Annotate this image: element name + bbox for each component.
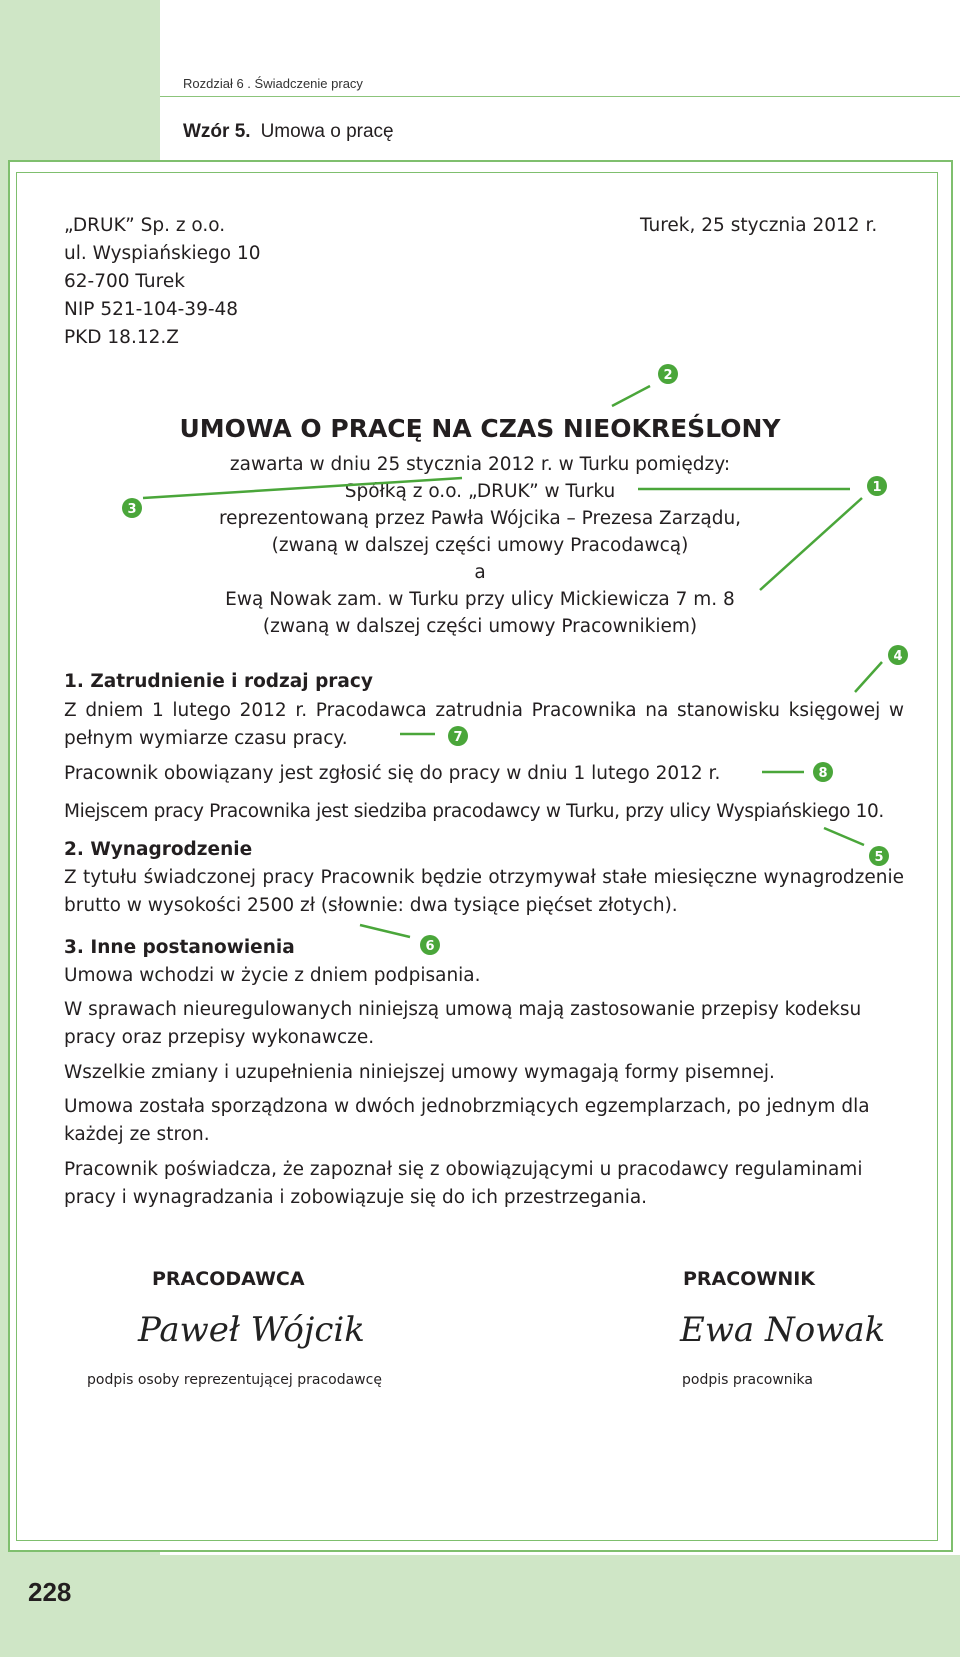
marker-8-label: 8 <box>818 766 828 781</box>
contract-intro-line: Spółką z o.o. „DRUK” w Turku <box>344 481 616 502</box>
annotation-markers <box>122 364 908 955</box>
sender-pkd: PKD 18.12.Z <box>64 327 179 348</box>
sender-nip: NIP 521-104-39-48 <box>64 299 239 320</box>
contract-title: UMOWA O PRACĘ NA CZAS NIEOKREŚLONY <box>179 414 781 443</box>
section-paragraph: Umowa wchodzi w życie z dniem podpisania. <box>64 965 481 986</box>
contract-intro-line: (zwaną w dalszej części umowy Pracodawcą) <box>271 535 689 556</box>
employer-caption: podpis osoby reprezentującej pracodawcę <box>87 1372 382 1388</box>
section-heading: 1. Zatrudnienie i rodzaj pracy <box>64 671 373 692</box>
pointer-line-4 <box>855 662 882 692</box>
page-number: 228 <box>28 1577 72 1607</box>
marker-1-label: 1 <box>872 480 882 495</box>
section-heading: 2. Wynagrodzenie <box>64 839 253 860</box>
pointer-line-5 <box>824 828 864 845</box>
section-paragraph: Pracownik poświadcza, że zapoznał się z obowiązującymi u pracodawcy regulaminami pracy i wynagradzania i zobowiązuje się do ich przestrzegania. <box>64 1159 863 1208</box>
contract-intro-line: reprezentowaną przez Pawła Wójcika – Prezesa Zarządu, <box>218 508 742 529</box>
section-paragraph: W sprawach nieuregulowanych niniejszą umową mają zastosowanie przepisy kodeksu pracy oraz przepisy wykonawcze. <box>64 999 862 1048</box>
sender-street: ul. Wyspiańskiego 10 <box>64 243 261 264</box>
document-date: Turek, 25 stycznia 2012 r. <box>640 215 878 236</box>
employee-signature: Ewa Nowak <box>680 1310 886 1350</box>
sender-city: 62-700 Turek <box>64 271 185 292</box>
contract-intro-line: Ewą Nowak zam. w Turku przy ulicy Mickiewicza 7 m. 8 <box>225 589 735 610</box>
section-paragraph: Z dniem 1 lutego 2012 r. Pracodawca zatrudnia Pracownika na stanowisku księgowej w pełnym wymiarze czasu pracy. <box>64 700 904 749</box>
marker-2-label: 2 <box>663 368 673 383</box>
section-paragraph: Wszelkie zmiany i uzupełnienia niniejszej umowy wymagają formy pisemnej. <box>64 1062 775 1083</box>
section-paragraph: Pracownik obowiązany jest zgłosić się do pracy w dniu 1 lutego 2012 r. <box>64 763 721 784</box>
contract-intro-line: a <box>474 562 486 583</box>
contract-intro-line: zawarta w dniu 25 stycznia 2012 r. w Turku pomiędzy: <box>229 454 731 475</box>
sender-company: „DRUK” Sp. z o.o. <box>64 215 226 236</box>
section-paragraph: Miejscem pracy Pracownika jest siedziba pracodawcy w Turku, przy ulicy Wyspiańskiego 10. <box>64 801 884 822</box>
pointer-line-3 <box>143 478 462 498</box>
pointer-line-6 <box>360 925 410 937</box>
pointer-line-2 <box>612 386 650 406</box>
chapter-header: Rozdział 6 . Świadczenie pracy <box>183 76 363 91</box>
employer-heading: PRACODAWCA <box>152 1268 305 1290</box>
marker-6-label: 6 <box>425 939 435 954</box>
form-label: Wzór 5. <box>183 121 251 142</box>
marker-4-label: 4 <box>893 649 903 664</box>
marker-7-label: 7 <box>453 730 463 745</box>
section-paragraph: Umowa została sporządzona w dwóch jednobrzmiących egzemplarzach, po jednym dla każdej ze stron. <box>64 1096 870 1145</box>
employer-signature: Paweł Wójcik <box>138 1310 365 1350</box>
marker-3-label: 3 <box>127 502 137 517</box>
section-paragraph: Z tytułu świadczonej pracy Pracownik będzie otrzymywał stałe miesięczne wynagrodzenie brutto w wysokości 2500 zł (słownie: dwa tysiące pięćset złotych). <box>64 867 904 916</box>
pointer-line-1b <box>760 498 862 590</box>
section-heading: 3. Inne postanowienia <box>64 937 295 958</box>
contract-intro-line: (zwaną w dalszej części umowy Pracownikiem) <box>262 616 698 637</box>
annotation-lines <box>143 386 882 937</box>
marker-5-label: 5 <box>874 850 884 865</box>
form-name: Umowa o pracę <box>260 121 394 142</box>
employee-heading: PRACOWNIK <box>683 1268 816 1290</box>
employee-caption: podpis pracownika <box>682 1372 813 1388</box>
